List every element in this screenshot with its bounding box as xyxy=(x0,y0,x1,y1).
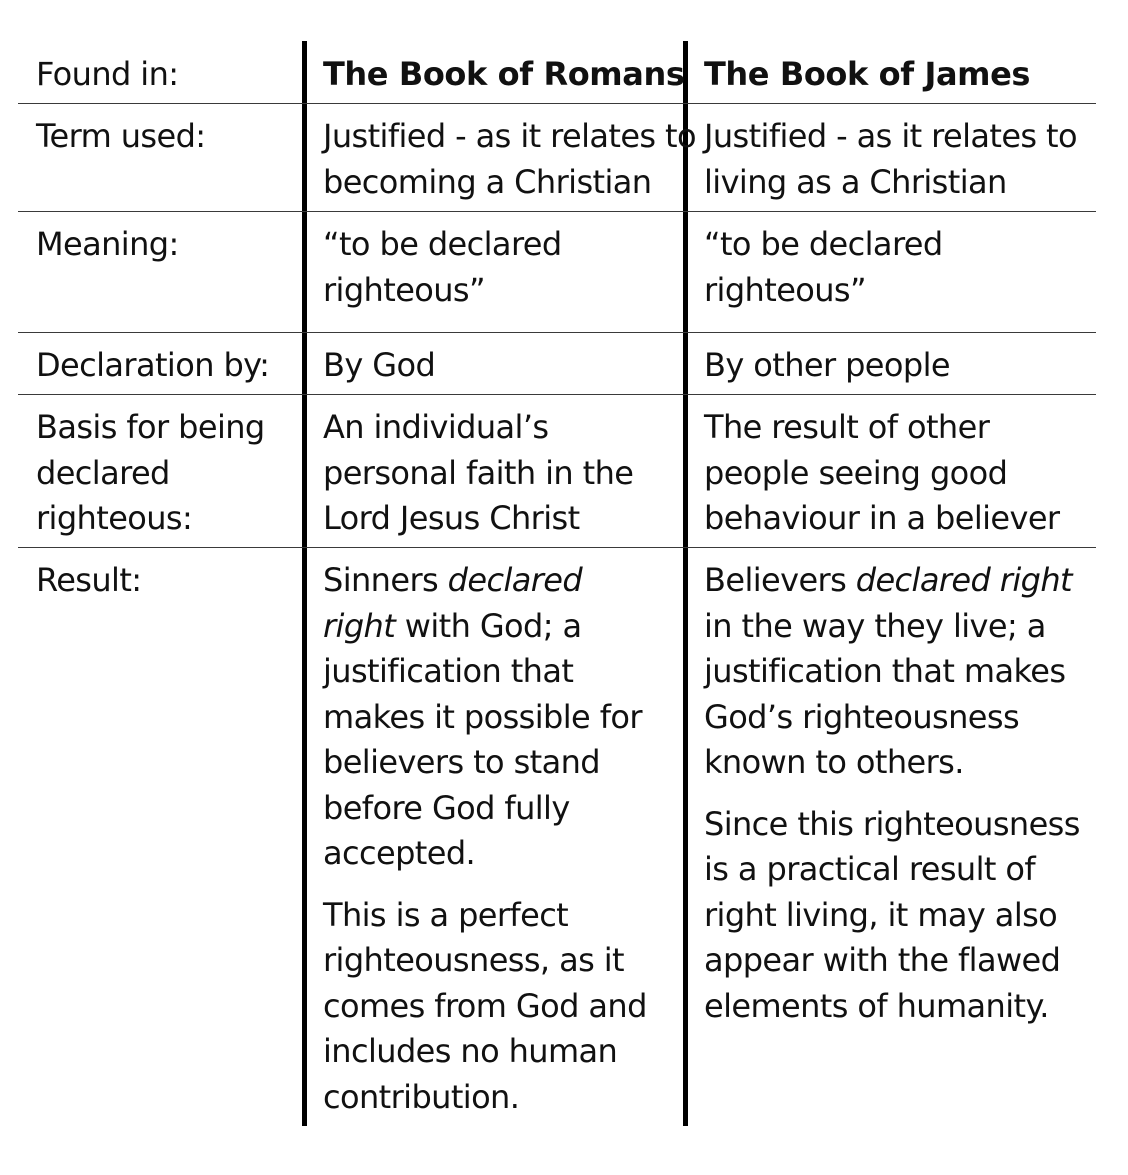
james-result-paragraph-2: Since this righteousness is a practical result of right living, it may also appear with the flawed elements of humanity. xyxy=(704,804,1080,1025)
row-divider xyxy=(18,547,1096,548)
row-label-basis: Basis for being declared righteous: xyxy=(36,408,265,537)
james-result-paragraph-1: Believers declared right in the way they live; a justification that makes God’s righteousness known to others. xyxy=(704,561,1072,781)
row-label-meaning: Meaning: xyxy=(36,225,179,263)
romans-term-used: Justified - as it relates to becoming a Christian xyxy=(323,117,696,201)
romans-result xyxy=(323,558,647,1120)
row-divider xyxy=(18,394,1096,395)
row-label-declaration-by: Declaration by: xyxy=(36,346,270,384)
header-james: The Book of James xyxy=(704,55,1031,93)
romans-meaning: “to be declared righteous” xyxy=(323,225,562,309)
james-declaration-by: By other people xyxy=(704,346,950,384)
header-label: Found in: xyxy=(36,55,179,93)
romans-result-paragraph-1: Sinners declared right with God; a justification that makes it possible for believers to stand before God fully accepted. xyxy=(323,561,642,872)
column-divider-1 xyxy=(302,41,307,1126)
james-basis: The result of other people seeing good behaviour in a believer xyxy=(704,408,1060,537)
romans-declaration-by: By God xyxy=(323,346,436,384)
row-label-term-used: Term used: xyxy=(36,117,206,155)
row-divider xyxy=(18,332,1096,333)
row-divider xyxy=(18,211,1096,212)
james-meaning: “to be declared righteous” xyxy=(704,225,943,309)
romans-basis: An individual’s personal faith in the Lord Jesus Christ xyxy=(323,408,634,537)
romans-result-paragraph-2: This is a perfect righteousness, as it comes from God and includes no human contribution. xyxy=(323,895,647,1116)
james-term-used: Justified - as it relates to living as a Christian xyxy=(704,117,1077,201)
row-label-result: Result: xyxy=(36,561,142,599)
header-romans: The Book of Romans xyxy=(323,55,685,93)
james-result xyxy=(704,558,1080,1029)
row-divider xyxy=(18,103,1096,104)
